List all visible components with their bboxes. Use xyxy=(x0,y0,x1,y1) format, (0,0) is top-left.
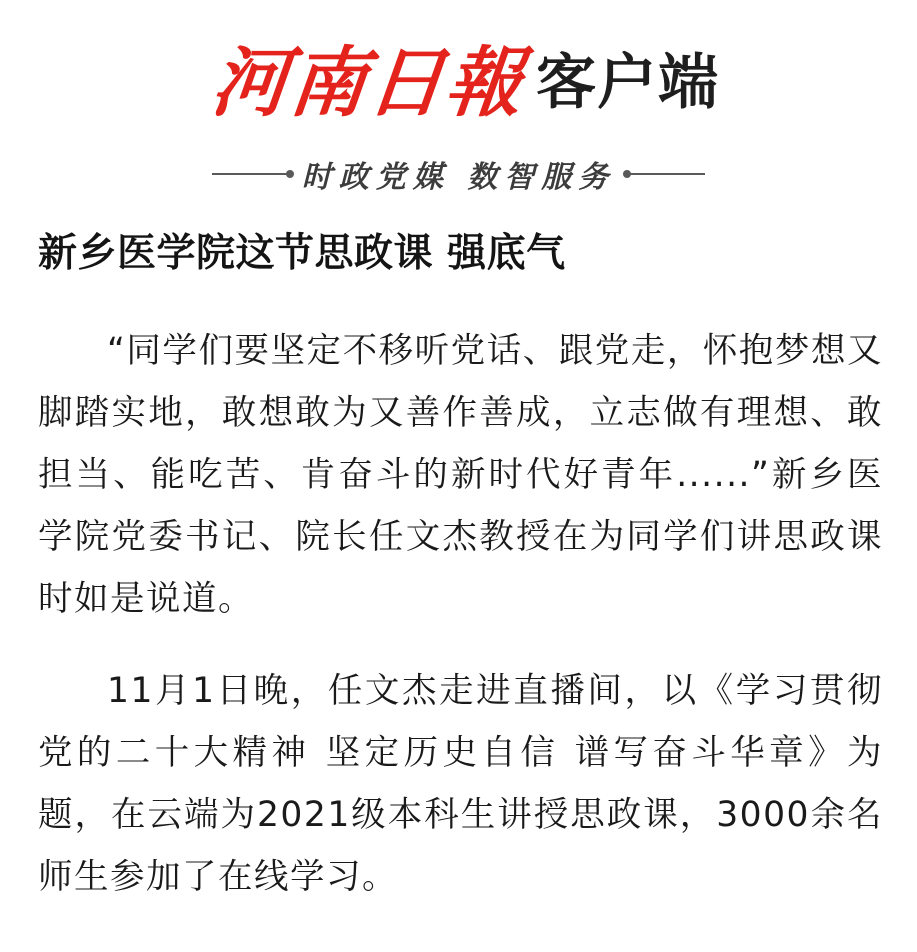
slogan xyxy=(212,152,705,196)
slogan-text: 时政党媒 数智服务 xyxy=(301,160,616,195)
article-body xyxy=(38,225,883,908)
article-title: 新乡医学院这节思政课 强底气 xyxy=(38,231,566,276)
slogan-divider-left xyxy=(212,173,292,175)
article-paragraph: 11月1日晚，任文杰走进直播间，以《学习贯彻党的二十大精神 坚定历史自信 谱写奋斗华章》为题，在云端为2021级本科生讲授思政课，3000余名师生参加了在线学习。 xyxy=(38,671,883,897)
brand-logo xyxy=(207,28,719,138)
slogan-divider-right xyxy=(625,173,705,175)
brand-name: 河南日報 xyxy=(207,38,529,127)
brand-suffix: 客户端 xyxy=(536,48,719,118)
page-header xyxy=(0,0,917,215)
article-paragraph: “同学们要坚定不移听党话、跟党走，怀抱梦想又脚踏实地，敢想敢为又善作善成，立志做有理想、敢担当、能吃苦、肯奋斗的新时代好青年......”新乡医学院党委书记、院长任文杰教授在为同学们讲思政课时如是说道。 xyxy=(38,331,883,619)
